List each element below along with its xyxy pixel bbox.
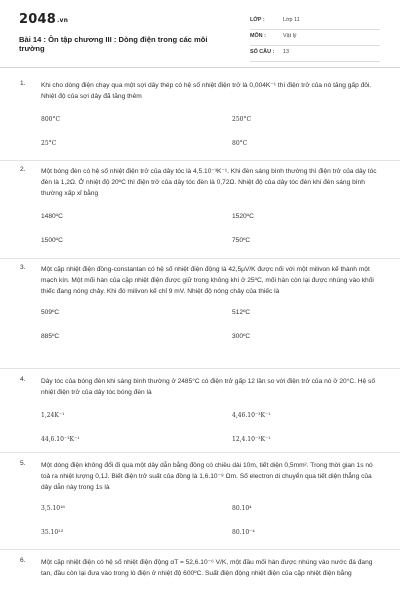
- site-logo[interactable]: [19, 12, 68, 27]
- option-a[interactable]: 3,5.10¹⁶: [41, 505, 65, 512]
- question-text: Một cặp nhiệt điện có hệ số nhiệt điện động αT = 52,6.10⁻⁶ V/K, một đầu mối hàn được nhúng vào nước đá đang tan, đầu còn lại đưa vào trong lò điện ở nhiệt độ 600ºC. Suất điện động nhiệt điện của cặp nhiệt điện bằng: [41, 559, 373, 577]
- answer-options: [41, 213, 382, 249]
- meta-value: Lớp 11: [283, 17, 300, 23]
- meta-label: LỚP :: [250, 17, 265, 23]
- question-number: 4.: [20, 376, 26, 383]
- logo-suffix: .vn: [56, 17, 69, 24]
- answer-options: [41, 505, 382, 541]
- answer-options: [41, 309, 382, 345]
- meta-value: Vật lý: [283, 33, 297, 39]
- option-b[interactable]: 512ºC: [232, 309, 251, 316]
- option-d[interactable]: 300ºC: [232, 333, 251, 340]
- question-number: 3.: [20, 264, 26, 271]
- question-5: [20, 460, 382, 541]
- meta-row-class: [250, 14, 380, 30]
- option-d[interactable]: 12,4.10⁻³K⁻¹: [232, 436, 271, 443]
- option-d[interactable]: 80.10⁻⁴: [232, 529, 255, 536]
- question-number: 6.: [20, 557, 26, 564]
- option-c[interactable]: 35.10²³: [41, 529, 63, 536]
- page-header: [0, 0, 400, 68]
- question-4: [20, 376, 382, 448]
- option-a[interactable]: 1480ºC: [41, 213, 63, 220]
- option-c[interactable]: 885ºC: [41, 333, 60, 340]
- question-number: 2.: [20, 166, 26, 173]
- option-b[interactable]: 4,46.10⁻³K⁻¹: [232, 412, 271, 419]
- meta-table: [250, 14, 380, 62]
- question-separator: [0, 452, 400, 453]
- option-b[interactable]: 250°C: [232, 116, 252, 123]
- option-c[interactable]: 1500ºC: [41, 237, 63, 244]
- option-c[interactable]: 44,6.10⁻³K⁻¹: [41, 436, 80, 443]
- meta-value: 13: [283, 49, 289, 55]
- question-3: [20, 264, 382, 345]
- meta-label: SỐ CÂU :: [250, 49, 275, 55]
- page-title: Bài 14 : Ôn tập chương III : Dòng điện trong các môi trường: [19, 35, 208, 53]
- option-a[interactable]: 800°C: [41, 116, 61, 123]
- question-number: 1.: [20, 80, 26, 87]
- question-2: [20, 166, 382, 249]
- question-separator: [0, 160, 400, 161]
- answer-options: [41, 412, 382, 448]
- option-d[interactable]: 750ºC: [232, 237, 251, 244]
- question-separator: [0, 549, 400, 550]
- option-c[interactable]: 25°C: [41, 140, 57, 147]
- logo-text: 2048: [19, 12, 56, 27]
- question-1: [20, 80, 382, 152]
- question-text: Một bóng đèn có hệ số nhiệt điện trở của dây tóc là 4,5.10⁻³K⁻¹. Khi đèn sáng bình thường thì điện trở của dây tóc đèn là 1,2Ω. Ở nhiệt độ 20ºC thì điện trở của dây tóc đèn là 0,72Ω. Nhiệt độ của dây tóc đèn khi đèn sáng bình thường xấp xỉ bằng: [41, 168, 377, 197]
- option-a[interactable]: 509ºC: [41, 309, 60, 316]
- question-text: Dây tóc của bóng đèn khi sáng bình thường ở 2485°C có điện trở gấp 12 lần so với điện trở của nó ở 20°C. Hệ số nhiệt điện trở của dây tóc bóng đèn là: [41, 378, 376, 396]
- answer-options: [41, 116, 382, 152]
- option-a[interactable]: 1,24K⁻¹: [41, 412, 65, 419]
- meta-row-count: [250, 46, 380, 62]
- question-text: Một cặp nhiệt điện đồng-constantan có hệ số nhiệt điện động là 42,5μV/K được nối với một milivon kế thành một mạch kín. Một mối hàn của cặp nhiệt điện được giữ trong không khí ở 25ºC, mối hàn còn lại được nhúng vào khối thiếc đang nóng chảy. Khi đó milivon kế chỉ 9 mV. Nhiệt độ nóng chảy của thiếc là: [41, 266, 374, 295]
- question-text: Một dòng điện không đổi đi qua một dây dẫn bằng đồng có chiều dài 10m, tiết diện 0,5mm². Trong thời gian 1s nó toả ra nhiệt lượng 0,1J. Biết điện trở suất của đồng là 1,6.10⁻⁸ Ωm. Số electron di chuyển qua tiết diện thẳng của dây dẫn này trong 1s là: [41, 462, 373, 491]
- question-number: 5.: [20, 460, 26, 467]
- header-divider: [0, 67, 400, 68]
- question-separator: [0, 368, 400, 369]
- question-text: Khi cho dòng điện chạy qua một sợi dây thép có hệ số nhiệt điện trở là 0,004K⁻¹ thì điện trở của nó tăng gấp đôi. Nhiệt độ của sợi dây đã tăng thêm: [41, 82, 372, 100]
- meta-row-subject: [250, 30, 380, 46]
- question-6: [20, 557, 382, 579]
- option-b[interactable]: 80.10⁴: [232, 505, 252, 512]
- option-d[interactable]: 80°C: [232, 140, 248, 147]
- meta-label: MÔN :: [250, 33, 266, 39]
- question-separator: [0, 258, 400, 259]
- option-b[interactable]: 1520ºC: [232, 213, 254, 220]
